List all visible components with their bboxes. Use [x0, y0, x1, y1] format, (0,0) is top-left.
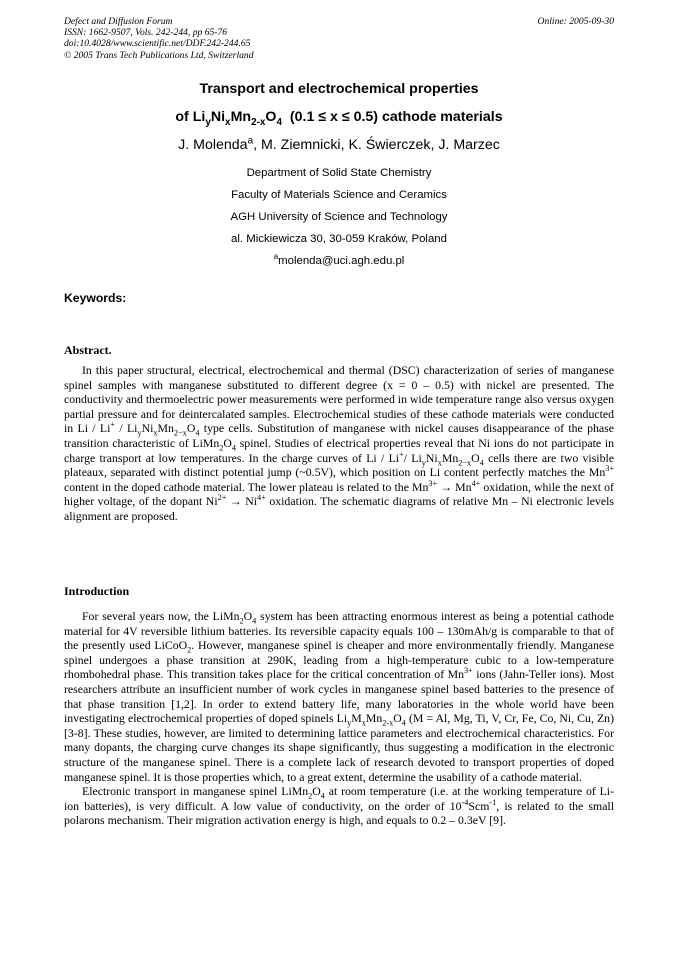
intro-paragraph-1: For several years now, the $LiMn_2O_4$ system has been attracting enormous interest as being a potential cathode material for 4V reversible lithium batteries. Its reversible capacity equals 100 – 130mAh/g is comparable to that of the presently used LiCoO$_2$. However, manganese spinel is cheaper and more environmentally friendly. Manganese spinel undergoes a phase transition at 290K, leading from a high-temperature cubic to a low-temperature rhombohedral phase. This transition takes place for the critical concentration of $Mn^{3+}$ ions (Jahn-Teller ions). Most researchers attribute an insufficient number of work cycles in manganese spinel based batteries to the presence of that phase transition [1,2]. In order to extend battery life, many laboratories in the whole world have been investigating electrochemical properties of doped spinels $Li_yM_xMn_{2-x}O_4$ (M = Al, Mg, Ti, V, Cr, Fe, Co, Ni, Cu, Zn) [3-8]. These studies, however, are limited to determining lattice parameters and electrochemical characteristics. For many dopants, the charging curve changes its shape significantly, thus suggesting a modification in the electronic structure of the manganese spinel. There is a complete lack of research devoted to transport properties of doped manganese spinel. It is those properties which, to a great extent, determine the usability of a cathode material. [64, 609, 614, 784]
paper-title-line-2 [64, 109, 614, 128]
author-affiliation-mark: a [247, 135, 254, 147]
email-line [64, 250, 614, 272]
copyright-line: © 2005 Trans Tech Publications Ltd, Switzerland [64, 49, 254, 61]
keywords-label: Keywords: [64, 291, 127, 305]
abstract-heading: Abstract. [64, 343, 112, 357]
first-author: J. Molenda [178, 137, 248, 153]
journal-name: Defect and Diffusion Forum [64, 16, 173, 27]
university: AGH University of Science and Technology [230, 211, 448, 223]
faculty: Faculty of Materials Science and Ceramics [231, 189, 447, 201]
paper-title-line-1: Transport and electrochemical properties [199, 81, 479, 97]
journal-header [64, 16, 254, 61]
title-suffix: (0.1 ≤ x ≤ 0.5) cathode materials [289, 109, 503, 125]
online-date: Online: 2005-09-30 [537, 16, 614, 27]
email-mark: a [273, 252, 279, 262]
introduction-body [64, 609, 614, 828]
author-list [64, 137, 614, 153]
abstract-body [64, 363, 614, 524]
other-authors: , M. Ziemnicki, K. Świerczek, J. Marzec [253, 137, 500, 153]
issn-line: ISSN: 1662-9507, Vols. 242-244, pp 65-76 [64, 27, 228, 39]
doi-line[interactable]: doi:10.4028/www.scientific.net/DDF.242-244.65 [64, 38, 251, 50]
email-address[interactable]: molenda@uci.agh.edu.pl [278, 255, 405, 267]
introduction-heading: Introduction [64, 584, 130, 598]
title-prefix: of [175, 109, 193, 125]
abstract-paragraph: In this paper structural, electrical, electrochemical and thermal (DSC) characterization of series of manganese spinel samples with manganese substituted to different degree (x = 0 – 0.5) with nickel are presented. The conductivity and thermoelectric power measurements were performed in wide temperature range also versus oxygen partial pressure and for deintercalated samples. Electrochemical studies of these cathode materials were conducted in Li / $Li^+ / Li_yNi_xMn_{2-x}O_4$ type cells. Substitution of manganese with nickel causes disappearance of the phase transition characteristic of $LiMn_2O_4$ spinel. Studies of electrical properties reveal that Ni ions do not participate in charge transport at low temperatures. In the charge curves of Li / Li+/ $Li_yNi_xMn_{2-x}O_4$ cells there are two visible plateaux, separated with distinct potential jump (~0.5V), which position on Li content perfectly matches the $Mn^{3+}$ content in the doped cathode material. The lower plateau is related to the $Mn^{3+} \to Mn^{4+}$ oxidation, while the next of higher voltage, of the dopant $Ni^{2+} \to Ni^{4+}$ oxidation. The schematic diagrams of relative Mn – Ni electronic levels alignment are proposed. [64, 363, 614, 523]
department: Department of Solid State Chemistry [246, 167, 432, 179]
affiliation-block [64, 162, 614, 272]
address: al. Mickiewicza 30, 30-059 Kraków, Poland [231, 233, 447, 245]
title-formula: $Li_yNi_xMn_{2-x}O_4$ [192, 109, 282, 128]
intro-paragraph-2: Electronic transport in manganese spinel $LiMn_2O_4$ at room temperature (i.e. at the working temperature of Li-ion batteries), is very difficult. A low value of conductivity, on the order of $10^{-4}Scm^{-1}$, is related to the small polarons mechanism. Their migration activation energy is high, and equals to 0.2 – 0.3eV [9]. [64, 784, 614, 828]
